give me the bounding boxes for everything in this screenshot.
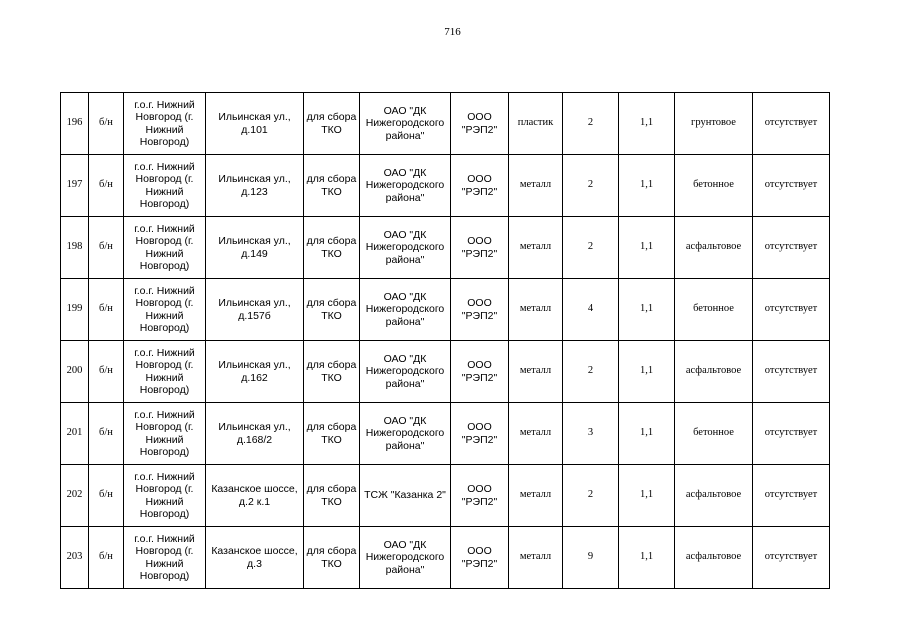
cell-container-volume: 1,1 <box>619 279 675 341</box>
cell-document: б/н <box>89 93 124 155</box>
cell-settlement: г.о.г. Нижний Новгород (г. Нижний Новгород) <box>124 465 206 527</box>
cell-settlement: г.о.г. Нижний Новгород (г. Нижний Новгород) <box>124 527 206 589</box>
cell-container-volume: 1,1 <box>619 93 675 155</box>
cell-material: металл <box>509 527 563 589</box>
cell-container-volume: 1,1 <box>619 465 675 527</box>
cell-address: Казанское шоссе, д.3 <box>206 527 304 589</box>
cell-container-count: 3 <box>563 403 619 465</box>
cell-address: Ильинская ул., д.168/2 <box>206 403 304 465</box>
cell-row-number: 203 <box>61 527 89 589</box>
cell-fence: отсутствует <box>753 341 830 403</box>
cell-material: металл <box>509 217 563 279</box>
cell-surface: асфальтовое <box>675 527 753 589</box>
cell-settlement: г.о.г. Нижний Новгород (г. Нижний Новгород) <box>124 155 206 217</box>
cell-address: Ильинская ул., д.157б <box>206 279 304 341</box>
cell-owner: ОАО "ДК Нижегородского района" <box>360 279 451 341</box>
cell-operator: ООО "РЭП2" <box>451 403 509 465</box>
cell-surface: асфальтовое <box>675 217 753 279</box>
cell-owner: ОАО "ДК Нижегородского района" <box>360 217 451 279</box>
cell-address: Ильинская ул., д.101 <box>206 93 304 155</box>
cell-operator: ООО "РЭП2" <box>451 155 509 217</box>
cell-document: б/н <box>89 403 124 465</box>
cell-fence: отсутствует <box>753 465 830 527</box>
cell-fence: отсутствует <box>753 527 830 589</box>
cell-container-volume: 1,1 <box>619 217 675 279</box>
table-body <box>61 93 830 589</box>
cell-fence: отсутствует <box>753 155 830 217</box>
cell-surface: асфальтовое <box>675 341 753 403</box>
table-row <box>61 341 830 403</box>
cell-material: металл <box>509 341 563 403</box>
cell-container-count: 2 <box>563 341 619 403</box>
cell-container-count: 2 <box>563 93 619 155</box>
cell-document: б/н <box>89 341 124 403</box>
cell-document: б/н <box>89 279 124 341</box>
cell-document: б/н <box>89 465 124 527</box>
cell-address: Ильинская ул., д.149 <box>206 217 304 279</box>
cell-operator: ООО "РЭП2" <box>451 93 509 155</box>
cell-operator: ООО "РЭП2" <box>451 465 509 527</box>
cell-container-count: 4 <box>563 279 619 341</box>
cell-row-number: 199 <box>61 279 89 341</box>
cell-settlement: г.о.г. Нижний Новгород (г. Нижний Новгород) <box>124 217 206 279</box>
container-sites-table <box>60 92 830 589</box>
cell-purpose: для сбора ТКО <box>304 527 360 589</box>
cell-purpose: для сбора ТКО <box>304 93 360 155</box>
cell-surface: бетонное <box>675 403 753 465</box>
cell-container-volume: 1,1 <box>619 403 675 465</box>
cell-purpose: для сбора ТКО <box>304 155 360 217</box>
cell-operator: ООО "РЭП2" <box>451 527 509 589</box>
cell-material: металл <box>509 403 563 465</box>
cell-settlement: г.о.г. Нижний Новгород (г. Нижний Новгород) <box>124 279 206 341</box>
cell-document: б/н <box>89 155 124 217</box>
table-row <box>61 93 830 155</box>
table-row <box>61 527 830 589</box>
cell-fence: отсутствует <box>753 403 830 465</box>
table-row <box>61 403 830 465</box>
cell-container-volume: 1,1 <box>619 341 675 403</box>
cell-row-number: 200 <box>61 341 89 403</box>
cell-operator: ООО "РЭП2" <box>451 341 509 403</box>
cell-row-number: 202 <box>61 465 89 527</box>
cell-address: Ильинская ул., д.123 <box>206 155 304 217</box>
cell-material: металл <box>509 465 563 527</box>
cell-row-number: 197 <box>61 155 89 217</box>
cell-operator: ООО "РЭП2" <box>451 279 509 341</box>
cell-settlement: г.о.г. Нижний Новгород (г. Нижний Новгород) <box>124 403 206 465</box>
cell-material: пластик <box>509 93 563 155</box>
cell-owner: ОАО "ДК Нижегородского района" <box>360 93 451 155</box>
table-row <box>61 155 830 217</box>
cell-owner: ОАО "ДК Нижегородского района" <box>360 527 451 589</box>
cell-settlement: г.о.г. Нижний Новгород (г. Нижний Новгород) <box>124 341 206 403</box>
page-number: 716 <box>444 26 461 38</box>
cell-surface: асфальтовое <box>675 465 753 527</box>
cell-container-count: 2 <box>563 155 619 217</box>
cell-container-volume: 1,1 <box>619 527 675 589</box>
cell-purpose: для сбора ТКО <box>304 341 360 403</box>
table-row <box>61 279 830 341</box>
cell-surface: грунтовое <box>675 93 753 155</box>
table-row <box>61 217 830 279</box>
cell-settlement: г.о.г. Нижний Новгород (г. Нижний Новгород) <box>124 93 206 155</box>
cell-fence: отсутствует <box>753 217 830 279</box>
cell-owner: ОАО "ДК Нижегородского района" <box>360 155 451 217</box>
cell-address: Ильинская ул., д.162 <box>206 341 304 403</box>
cell-purpose: для сбора ТКО <box>304 217 360 279</box>
cell-purpose: для сбора ТКО <box>304 403 360 465</box>
cell-container-count: 2 <box>563 217 619 279</box>
cell-document: б/н <box>89 527 124 589</box>
cell-purpose: для сбора ТКО <box>304 279 360 341</box>
cell-container-volume: 1,1 <box>619 155 675 217</box>
cell-material: металл <box>509 155 563 217</box>
cell-surface: бетонное <box>675 279 753 341</box>
cell-surface: бетонное <box>675 155 753 217</box>
cell-container-count: 2 <box>563 465 619 527</box>
cell-address: Казанское шоссе, д.2 к.1 <box>206 465 304 527</box>
cell-row-number: 201 <box>61 403 89 465</box>
cell-container-count: 9 <box>563 527 619 589</box>
table-row <box>61 465 830 527</box>
cell-material: металл <box>509 279 563 341</box>
cell-owner: ТСЖ "Казанка 2" <box>360 465 451 527</box>
cell-owner: ОАО "ДК Нижегородского района" <box>360 341 451 403</box>
cell-row-number: 196 <box>61 93 89 155</box>
cell-document: б/н <box>89 217 124 279</box>
cell-fence: отсутствует <box>753 279 830 341</box>
cell-purpose: для сбора ТКО <box>304 465 360 527</box>
cell-operator: ООО "РЭП2" <box>451 217 509 279</box>
cell-fence: отсутствует <box>753 93 830 155</box>
cell-row-number: 198 <box>61 217 89 279</box>
cell-owner: ОАО "ДК Нижегородского района" <box>360 403 451 465</box>
